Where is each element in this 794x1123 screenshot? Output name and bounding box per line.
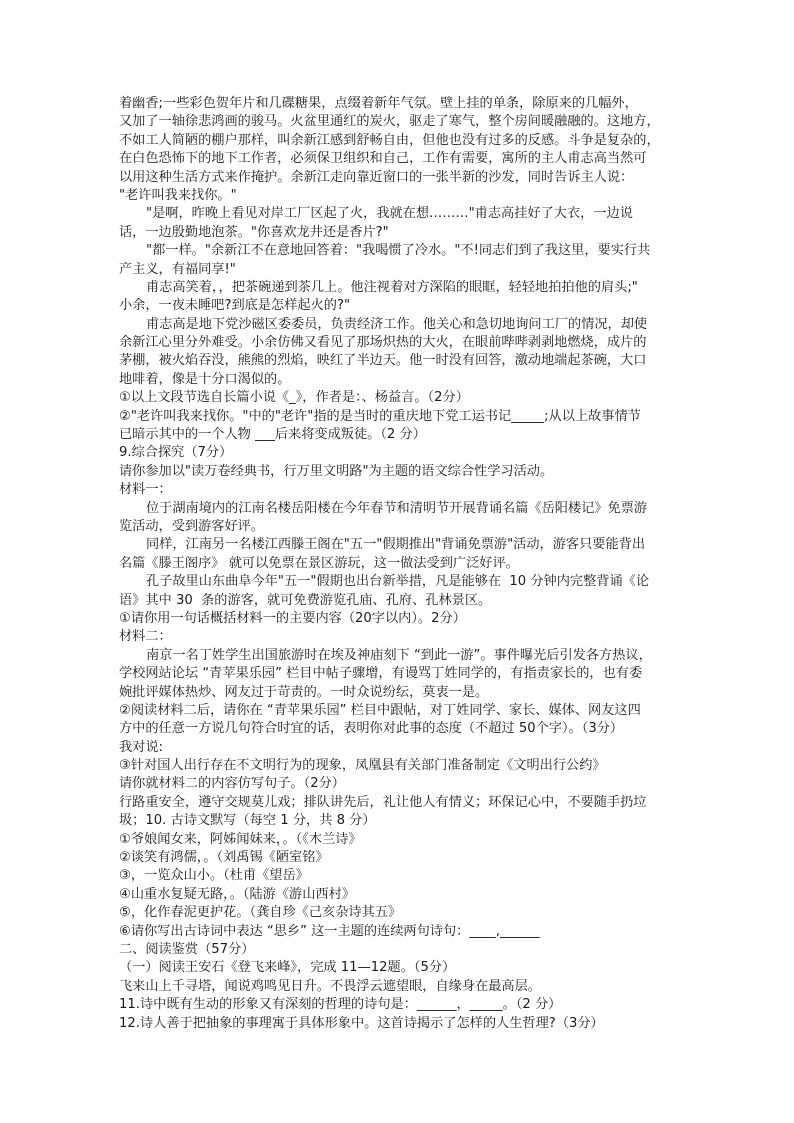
text-line: 请你就材料二的内容仿写句子。（2分） (119, 776, 345, 792)
text-line: 话，一边殷勤地泡茶。"你喜欢龙井还是香片?" (119, 224, 389, 240)
text-line: ①爷娘闻女来，阿姊闻妹来，。（《木兰诗》 (119, 831, 362, 847)
text-line: 览活动，受到游客好评。 (119, 518, 265, 534)
text-line: ③，一览众山小。（杜甫《望岳》 (119, 868, 309, 884)
text-line: 材料一： (119, 482, 172, 498)
text-line: 产主义，有福同享!" (119, 261, 236, 277)
text-line: 地啡着，像是十分口渴似的。 (119, 371, 291, 387)
text-line: 位于湖南境内的江南名楼岳阳楼在今年春节和清明节开展背诵名篇《岳阳楼记》免票游 (146, 500, 648, 516)
text-line: 同样，江南另一名楼江西滕王阁在"五一"假期推出"背诵免票游"活动，游客只要能背出 (146, 537, 646, 553)
text-line: 南京一名丁姓学生出国旅游时在埃及神庙刻下 “到此一游”。事件曝光后引发各方热议， (146, 647, 652, 663)
text-line: 甫志高是地下党沙磁区委委员，负责经济工作。他关心和急切地询问工厂的情况，却使 (146, 316, 648, 332)
text-line: 12.诗人善于把抽象的事理寓于具体形象中。这首诗揭示了怎样的人生哲理?（3分） (119, 1015, 604, 1031)
text-line: ②阅读材料二后，请你在 “青苹果乐园” 栏目中跟帖，对丁姓同学、家长、媒体、网友这四 (119, 702, 641, 718)
text-line: ⑥请你写出古诗词中表达 “思乡” 这一主题的连续两句诗句：____,______ (119, 923, 540, 939)
text-line: 婉批评媒体热炒、网友过于苛责的。一时众说纷纭，莫衷一是。 (119, 684, 489, 700)
text-line: 语》其中 30 条的游客，就可免费游览孔庙、孔府、孔林景区。 (119, 592, 492, 608)
text-line: ①请你用一句话概括材料一的主要内容（20字以内）。2分） (119, 610, 466, 626)
text-line: 又加了一轴徐悲鸿画的骏马。火盆里通红的炭火，驱走了寒气，整个房间暖融融的。这地方， (119, 114, 660, 130)
text-line: "是啊，昨晚上看见对岸工厂区起了火，我就在想………"甫志高挂好了大衣，一边说 (146, 206, 633, 222)
text-line: 名篇《滕王阁序》 就可以免票在景区游玩，这一做法受到广泛好评。 (119, 555, 519, 571)
text-line: "老许叫我来找你。" (119, 187, 237, 203)
text-line: 孔子故里山东曲阜今年"五一"假期也出台新举措，凡是能够在 10 分钟内完整背诵《论 (146, 574, 650, 590)
text-line: ①以上文段节选自长篇小说《_》，作者是：、杨益言。（2分） (119, 390, 469, 406)
text-line: ②谈笑有鸿儒，。（刘禹锡《陋室铭》 (119, 850, 329, 866)
text-line: 着幽香;一些彩色贺年片和几碟糖果，点缀着新年气氛。壁上挂的单条，除原来的几幅外， (119, 96, 638, 111)
text-line: 余新江心里分外难受。小余仿佛又看见了那场炽热的大火，在眼前哔哔剥剥地燃烧，成片的 (119, 335, 647, 351)
text-line: ②"老许叫我来找你。"中的"老许"指的是当时的重庆地下党工运书记_____;从以上故事情节 (119, 408, 641, 424)
text-line: 方中的任意一方说几句符合时宜的话，表明你对此事的态度（不超过 50个字）。（3分） (119, 721, 624, 737)
text-line: 9.综合探究（7分） (119, 445, 233, 461)
text-line: 行路重安全，遵守交规莫儿戏；排队讲先后，礼让他人有情义；环保记心中，不要随手扔垃 (119, 794, 647, 810)
text-line: 圾；10. 古诗文默写（每空 1 分，共 8 分） (119, 813, 376, 829)
text-line: 以用这种生活方式来作掩护。余新江走向靠近窗口的一张半新的沙发，同时告诉主人说： (119, 169, 634, 185)
text-line: 飞来山上千寻塔，闻说鸡鸣见日升。不畏浮云遮望眼，自缘身在最高层。 (119, 978, 541, 994)
text-line: 11.诗中既有生动的形象又有深刻的哲理的诗句是：______，_____。（2 分） (119, 997, 562, 1013)
text-line: 不如工人简陋的棚户那样，叫余新江感到舒畅自由，但他也没有过多的反感。斗争是复杂的， (119, 132, 660, 148)
document-page (119, 95, 679, 1033)
text-line: "都一样。"余新江不在意地回答着："我喝惯了冷水。"不!同志们到了我这里，要实行共 (146, 243, 651, 259)
text-line: ⑤，化作春泥更护花。（龚自珍《己亥杂诗其五》 (119, 905, 402, 921)
text-line: 材料二： (119, 629, 172, 645)
text-line: 学校网站论坛 “青苹果乐园” 栏目中帖子骤增，有谩骂丁姓同学的，有指责家长的，也有委 (119, 666, 643, 682)
text-line: 请你参加以"读万卷经典书，行万里文明路"为主题的语文综合性学习活动。 (119, 463, 554, 479)
text-line: 在白色恐怖下的地下工作者，必须保卫组织和自己，工作有需要，寓所的主人甫志高当然可 (119, 151, 647, 167)
text-line: 小余，一夜未睡吧?到底是怎样起火的?" (119, 298, 351, 314)
text-line: 我对说: (119, 739, 164, 755)
text-line: 茅棚，被火焰吞没，熊熊的烈焰，映红了半边天。他一时没有回答，激动地端起茶碗，大口 (119, 353, 647, 369)
text-line: （一）阅读王安石《登飞来峰》，完成 11—12题。（5分） (119, 960, 456, 976)
text-line: 已暗示其中的一个人物 ___后来将变成叛徒。（2 分） (119, 427, 426, 443)
text-line: ③针对国人出行存在不文明行为的现象，凤凰县有关部门准备制定《文明出行公约》 (119, 758, 606, 774)
text-line: 甫志高笑着，，把茶碗递到茶几上。他注视着对方深陷的眼眶，轻轻地拍拍他的肩头;" (146, 279, 638, 295)
text-line: 二、阅读鉴赏（57分） (119, 941, 255, 957)
text-line: ④山重水复疑无路，。（陆游《游山西村》 (119, 886, 355, 902)
